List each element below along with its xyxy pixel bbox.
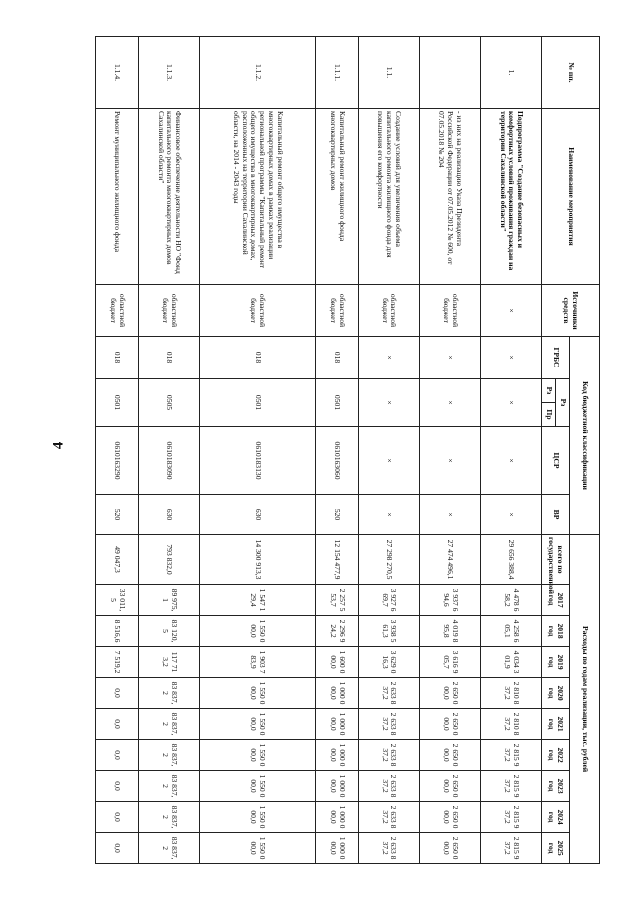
row-year-value: 0,0 — [96, 833, 139, 864]
row-csr: × — [480, 427, 541, 495]
row-year-value: 2 633 837,2 — [358, 678, 419, 709]
row-rz-pr: × — [358, 379, 419, 427]
row-year-value: 2 815 937,2 — [480, 833, 541, 864]
row-year-value: 1 550 000,0 — [199, 616, 315, 647]
row-year-value: 1 550 000,0 — [199, 709, 315, 740]
row-csr: × — [358, 427, 419, 495]
row-year-value: 1 000 000,0 — [315, 802, 358, 833]
header-year-2020: 2020 год — [542, 678, 570, 709]
row-grbs: × — [480, 337, 541, 379]
row-csr: 0610163060 — [315, 427, 358, 495]
row-year-value: 2 296 924,2 — [315, 616, 358, 647]
row-total: 12 154 477,9 — [315, 535, 358, 585]
row-year-value: 33 011,5 — [96, 585, 139, 616]
row-year-value: 0,0 — [96, 740, 139, 771]
row-grbs: × — [358, 337, 419, 379]
row-year-value: 83 837,2 — [138, 802, 199, 833]
row-year-value: 1 000 000,0 — [315, 833, 358, 864]
row-csr: 0610183130 — [199, 427, 315, 495]
row-year-value: 2 633 837,2 — [358, 740, 419, 771]
row-year-value: 1 000 000,0 — [315, 771, 358, 802]
row-year-value: 3 937 694,6 — [419, 585, 480, 616]
row-num: 1. — [480, 37, 541, 109]
row-vr: × — [419, 495, 480, 535]
row-year-value: 4 019 895,8 — [419, 616, 480, 647]
row-year-value: 0,0 — [96, 771, 139, 802]
header-source: Источники средств — [542, 285, 600, 337]
row-year-value: 4 478 658,2 — [480, 585, 541, 616]
header-num: № пп. — [542, 37, 600, 109]
row-year-value: 117 713,2 — [138, 647, 199, 678]
row-num: 1.1.3. — [138, 37, 199, 109]
row-year-value: 3 927 669,7 — [358, 585, 419, 616]
row-year-value: 2 810 837,2 — [480, 709, 541, 740]
row-year-value: 2 815 937,2 — [480, 740, 541, 771]
table-row — [480, 37, 541, 864]
row-source: областной бюджет — [315, 285, 358, 337]
row-source: областной бюджет — [96, 285, 139, 337]
page-number: 4 — [50, 441, 67, 450]
rotated-table-container — [95, 36, 600, 864]
header-year-2022: 2022 год — [542, 740, 570, 771]
row-grbs: 018 — [138, 337, 199, 379]
row-rz-pr: × — [419, 379, 480, 427]
header-kbk: Код бюджетной классификации — [570, 337, 600, 535]
row-total: 793 832,0 — [138, 535, 199, 585]
row-year-value: 83 837,2 — [138, 740, 199, 771]
row-name: - из них на реализацию Указа Президента Российской Федерации от 07.05.2012 № 600, от 07.05.2018 № 204 — [419, 109, 480, 285]
row-year-value: 89 975,1 — [138, 585, 199, 616]
row-source: × — [480, 285, 541, 337]
row-year-value: 0,0 — [96, 709, 139, 740]
row-year-value: 2 633 837,2 — [358, 833, 419, 864]
row-year-value: 83 837,2 — [138, 709, 199, 740]
row-year-value: 1 550 000,0 — [199, 678, 315, 709]
header-name: Наименование мероприятия — [542, 109, 600, 285]
row-vr: × — [358, 495, 419, 535]
row-name: Ремонт муниципального жилищного фонда — [96, 109, 139, 285]
header-year-2025: 2025 год — [542, 833, 570, 864]
row-rz-pr: × — [480, 379, 541, 427]
row-vr: 630 — [138, 495, 199, 535]
row-rz-pr: 0501 — [315, 379, 358, 427]
row-year-value: 2 810 837,2 — [480, 678, 541, 709]
row-total: 49 047,3 — [96, 535, 139, 585]
row-num: 1.1.4. — [96, 37, 139, 109]
row-vr: 630 — [199, 495, 315, 535]
row-year-value: 7 519,2 — [96, 647, 139, 678]
row-csr: 0610163290 — [96, 427, 139, 495]
row-total: 27 298 270,5 — [358, 535, 419, 585]
header-rz: Рз — [556, 379, 570, 427]
row-rz-pr: 0505 — [138, 379, 199, 427]
row-year-value: 0,0 — [96, 802, 139, 833]
row-num: 1.1.2. — [199, 37, 315, 109]
table-body — [96, 37, 542, 864]
row-year-value: 83 837,2 — [138, 833, 199, 864]
header-grbs: ГРБС — [542, 337, 570, 379]
row-name: Подпрограмма "Создание безопасных и комфортных условий проживания граждан на территории Сахалинской области" — [480, 109, 541, 285]
row-total: 14 300 913,3 — [199, 535, 315, 585]
row-year-value: 4 034 301,9 — [480, 647, 541, 678]
row-year-value: 83 120,5 — [138, 616, 199, 647]
row-year-value: 1 550 000,0 — [199, 740, 315, 771]
row-name: Капитальный ремонт жилищного фонда многоквартирных домов — [315, 109, 358, 285]
table-row — [138, 37, 199, 864]
row-grbs: 018 — [199, 337, 315, 379]
row-num: 1.1.1. — [315, 37, 358, 109]
row-year-value: 1 550 000,0 — [199, 771, 315, 802]
row-total: 29 656 388,4 — [480, 535, 541, 585]
header-expenses: Расходы по годам реализации, тыс. рублей — [570, 535, 600, 864]
row-year-value: 83 837,2 — [138, 771, 199, 802]
table-row — [315, 37, 358, 864]
row-year-value: 1 547 129,4 — [199, 585, 315, 616]
row-year-value: 1 000 000,0 — [315, 740, 358, 771]
row-year-value: 4 258 605,1 — [480, 616, 541, 647]
row-csr: 0610183090 — [138, 427, 199, 495]
row-year-value: 3 629 016,3 — [358, 647, 419, 678]
row-name: Капитальный ремонт общего имущества в многоквартирных домах в рамках реализации региональной программы "Капитальный ремонт общего имущества в многоквартирных домах, расположенных на территории Сахалинской области, на 2014 - 2043 годы — [199, 109, 315, 285]
row-year-value: 2 650 000,0 — [419, 802, 480, 833]
row-year-value: 2 650 000,0 — [419, 833, 480, 864]
row-num — [419, 37, 480, 109]
row-year-value: 1 600 000,0 — [315, 647, 358, 678]
row-year-value: 2 815 937,2 — [480, 802, 541, 833]
row-year-value: 2 633 837,2 — [358, 771, 419, 802]
header-rz-sub: Рз — [542, 379, 556, 403]
header-year-2017: 2017 год — [542, 585, 570, 616]
row-year-value: 2 633 837,2 — [358, 709, 419, 740]
header-pr: Пр — [542, 403, 556, 427]
row-grbs: 018 — [315, 337, 358, 379]
row-source: областной бюджет — [138, 285, 199, 337]
row-year-value: 1 550 000,0 — [199, 802, 315, 833]
row-grbs: 018 — [96, 337, 139, 379]
row-year-value: 2 650 000,0 — [419, 740, 480, 771]
row-year-value: 1 903 783,9 — [199, 647, 315, 678]
row-name: Создание условий для увеличения объема капитального ремонта жилищного фонда для повышения его комфортности — [358, 109, 419, 285]
row-year-value: 1 000 000,0 — [315, 709, 358, 740]
row-source: областной бюджет — [358, 285, 419, 337]
row-year-value: 3 938 561,3 — [358, 616, 419, 647]
row-year-value: 1 550 000,0 — [199, 833, 315, 864]
row-csr: × — [419, 427, 480, 495]
header-csr: ЦСР — [542, 427, 570, 495]
row-year-value: 2 815 937,2 — [480, 771, 541, 802]
row-year-value: 8 516,6 — [96, 616, 139, 647]
table-row — [358, 37, 419, 864]
row-year-value: 2 650 000,0 — [419, 771, 480, 802]
header-total: всего по государственной — [542, 535, 570, 585]
header-year-2021: 2021 год — [542, 709, 570, 740]
row-vr: × — [480, 495, 541, 535]
row-vr: 520 — [315, 495, 358, 535]
row-name: Финансовое обеспечение деятельности НО "Фонд капитального ремонта многоквартирных домов Сахалинской области" — [138, 109, 199, 285]
row-rz-pr: 0501 — [199, 379, 315, 427]
row-year-value: 2 633 837,2 — [358, 802, 419, 833]
row-rz-pr: 0501 — [96, 379, 139, 427]
header-year-2019: 2019 год — [542, 647, 570, 678]
row-total: 27 474 496,1 — [419, 535, 480, 585]
table-row — [419, 37, 480, 864]
header-vr: ВР — [542, 495, 570, 535]
row-year-value: 0,0 — [96, 678, 139, 709]
row-num: 1.1. — [358, 37, 419, 109]
row-vr: 520 — [96, 495, 139, 535]
expenses-table — [95, 36, 600, 864]
row-year-value: 2 257 553,7 — [315, 585, 358, 616]
row-year-value: 1 000 000,0 — [315, 678, 358, 709]
header-year-2018: 2018 год — [542, 616, 570, 647]
row-year-value: 83 837,2 — [138, 678, 199, 709]
row-year-value: 2 650 000,0 — [419, 709, 480, 740]
row-source: областной бюджет — [199, 285, 315, 337]
row-grbs: × — [419, 337, 480, 379]
row-source: областной бюджет — [419, 285, 480, 337]
table-row — [199, 37, 315, 864]
header-year-2024: 2024 год — [542, 802, 570, 833]
header-year-2023: 2023 год — [542, 771, 570, 802]
row-year-value: 2 650 000,0 — [419, 678, 480, 709]
row-year-value: 3 616 905,7 — [419, 647, 480, 678]
table-row — [96, 37, 139, 864]
